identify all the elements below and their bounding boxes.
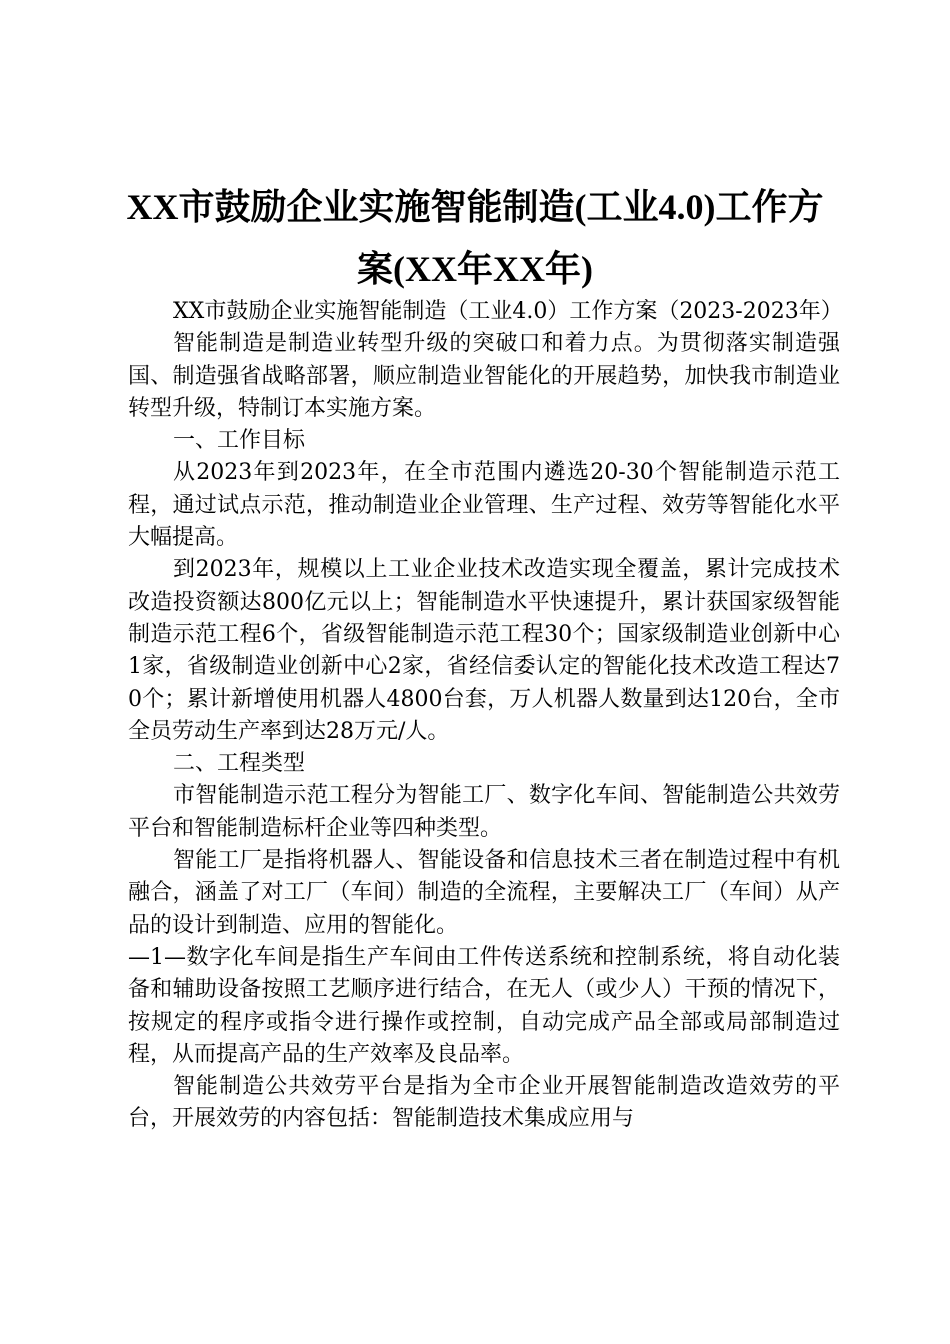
paragraph-smart-factory: 智能工厂是指将机器人、智能设备和信息技术三者在制造过程中有机融合，涵盖了对工厂（车间）制造的全流程，主要解决工厂（车间）从产品的设计到制造、应用的智能化。 (128, 848, 840, 938)
document-title-line-1: XX市鼓励企业实施智能制造(工业4.0)工作方 (126, 187, 824, 227)
document-body (128, 296, 843, 1136)
paragraph-public-service-platform: 智能制造公共效劳平台是指为全市企业开展智能制造改造效劳的平台，开展效劳的内容包括：智能制造技术集成应用与 (128, 1074, 840, 1132)
document-title-line-2: 案(XX年XX年) (357, 249, 593, 289)
paragraph-goals-2: 到2023年，规模以上工业企业技术改造实现全覆盖，累计完成技术改造投资额达800亿元以上；智能制造水平快速提升，累计获国家级智能制造示范工程6个，省级智能制造示范工程30个；国家级制造业创新中心1家，省级制造业创新中心2家，省经信委认定的智能化技术改造工程达70个；累计新增使用机器人4800台套，万人机器人数量到达120台，全市全员劳动生产率到达28万元/人。 (128, 557, 840, 744)
section-heading-goals: 一、工作目标 (173, 428, 306, 454)
paragraph-subtitle: XX市鼓励企业实施智能制造（工业4.0）工作方案（2023-2023年） (173, 299, 843, 324)
paragraph-goals-1: 从2023年到2023年，在全市范围内遴选20-30个智能制造示范工程，通过试点示范，推动制造业企业管理、生产过程、效劳等智能化水平大幅提高。 (128, 460, 840, 551)
section-heading-project-types: 二、工程类型 (173, 751, 306, 777)
paragraph-project-types: 市智能制造示范工程分为智能工厂、数字化车间、智能制造公共效劳平台和智能制造标杆企业等四种类型。 (128, 783, 840, 841)
paragraph-intro: 智能制造是制造业转型升级的突破口和着力点。为贯彻落实制造强国、制造强省战略部署，顺应制造业智能化的开展趋势，加快我市制造业转型升级，特制订本实施方案。 (128, 331, 840, 421)
paragraph-digital-workshop: —1—数字化车间是指生产车间由工件传送系统和控制系统，将自动化装备和辅助设备按照工艺顺序进行结合，在无人（或少人）干预的情况下，按规定的程序或指令进行操作或控制，自动完成产品全部或局部制造过程，从而提高产品的生产效率及良品率。 (128, 944, 840, 1067)
